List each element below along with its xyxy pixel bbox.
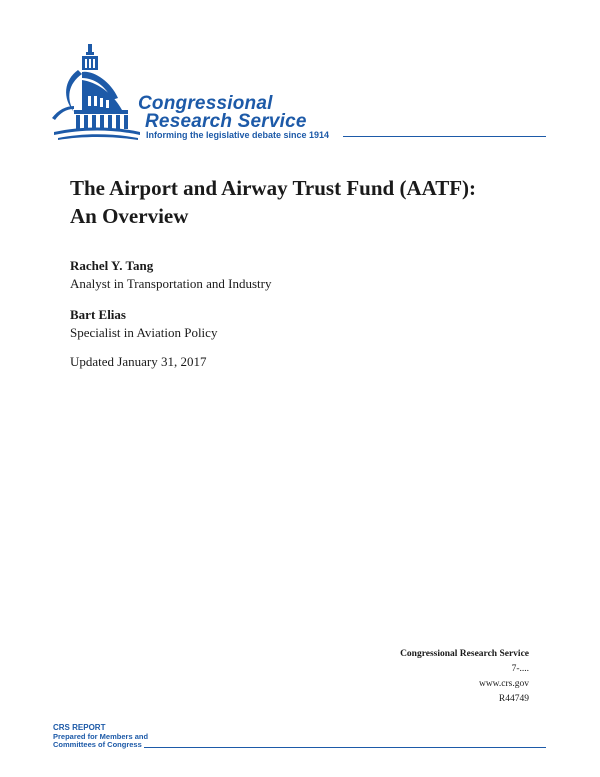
crs-report-footer xyxy=(53,724,148,750)
footer-line3: Committees of Congress xyxy=(53,740,142,749)
org-name-line1: Congressional xyxy=(138,93,273,114)
report-title-line2: An Overview xyxy=(70,204,189,228)
website-link[interactable]: www.crs.gov xyxy=(478,679,529,689)
capitol-dome-icon xyxy=(52,40,142,145)
report-title-line1: The Airport and Airway Trust Fund (AATF): xyxy=(70,176,477,200)
report-info xyxy=(400,647,529,707)
logo-tagline: Informing the legislative debate since 1914 xyxy=(146,130,330,140)
header-rule xyxy=(343,136,546,137)
updated-date: Updated January 31, 2017 xyxy=(70,354,207,369)
author-role: Specialist in Aviation Policy xyxy=(70,325,218,340)
author-role: Analyst in Transportation and Industry xyxy=(70,276,272,291)
author-1 xyxy=(70,257,490,293)
footer-report-label: CRS REPORT xyxy=(53,723,106,732)
report-number: R44749 xyxy=(498,694,529,704)
crs-logo xyxy=(52,40,552,150)
footer-rule xyxy=(144,747,546,748)
report-code: 7-.... xyxy=(511,664,529,674)
author-2 xyxy=(70,306,490,342)
author-name: Bart Elias xyxy=(70,307,126,322)
org-name-line2: Research Service xyxy=(145,111,307,132)
footer-line2: Prepared for Members and xyxy=(53,731,149,741)
report-title xyxy=(70,174,540,230)
author-name: Rachel Y. Tang xyxy=(70,258,154,273)
report-info-org: Congressional Research Service xyxy=(400,649,529,659)
